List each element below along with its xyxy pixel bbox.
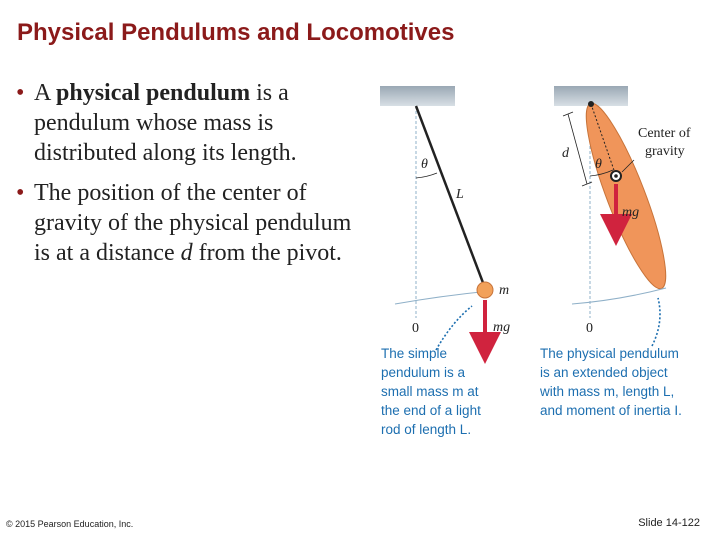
simple-weight-label: mg [493,320,511,335]
simple-swing-arc [395,291,490,304]
physical-caption-line: with mass m, length L, [540,384,675,399]
simple-caption-line: the end of a light [381,403,481,418]
physical-caption-line: The physical pendulum [540,346,679,361]
physical-zero-label: 0 [586,321,593,336]
simple-mass-label: m [499,283,510,298]
bullet-icon: • [16,80,25,106]
simple-caption-line: rod of length L. [381,422,472,437]
physical-pointer-arrow [652,298,660,346]
physical-caption-line: is an extended object [540,365,668,380]
physical-distance-dimension [568,114,587,184]
bullet-text-italic: d [180,240,193,266]
bullet-text-bold: physical pendulum [56,80,251,106]
cg-label-line: gravity [645,144,685,159]
simple-bob [477,282,493,298]
slide-number: Slide 14-122 [638,517,700,529]
physical-caption-line: and moment of inertia I. [540,403,682,418]
bullet-text-post: from the pivot. [192,240,342,266]
simple-caption-line: small mass m at [381,384,479,399]
simple-caption-line: pendulum is a [381,365,466,380]
simple-theta-label: θ [421,157,428,172]
physical-weight-label: mg [622,205,640,220]
center-of-gravity-dot [614,174,618,178]
simple-caption-line: The simple [381,346,448,361]
simple-ceiling [380,86,455,106]
bullet-text-post: is a pendulum whose mass is distributed along its length. [34,80,297,166]
physical-distance-label: d [562,146,569,161]
simple-pointer-arrow [436,306,472,350]
bullet-text-pre: A [34,80,57,106]
simple-rod [416,106,485,288]
bullet-text-pre: The position of the center of gravity of the physical pendulum is at a distance [34,180,352,266]
physical-theta-label: θ [595,157,602,172]
simple-length-label: L [456,187,464,202]
simple-theta-arc [416,173,437,178]
physical-swing-arc [572,288,666,304]
copyright-text: © 2015 Pearson Education, Inc. [6,519,134,529]
simple-zero-label: 0 [412,321,419,336]
bullet-icon: • [16,180,25,206]
physical-pivot [588,101,594,107]
slide-title: Physical Pendulums and Locomotives [17,19,455,46]
cg-label-line: Center of [638,126,691,141]
